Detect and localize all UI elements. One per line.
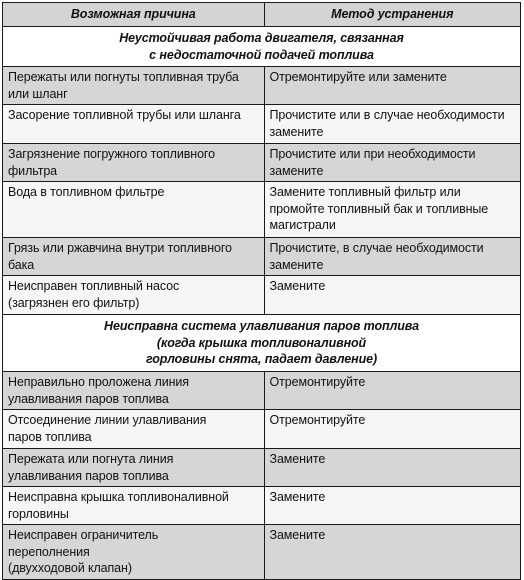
cause-cell bbox=[3, 372, 265, 410]
section-title-line: с недостаточной подачей топлива bbox=[149, 47, 374, 62]
remedy-line: замените bbox=[269, 257, 324, 272]
cause-cell bbox=[3, 410, 265, 449]
remedy-line: Замените bbox=[269, 528, 326, 542]
table-row bbox=[3, 238, 521, 276]
cause-line: бака bbox=[8, 257, 35, 272]
cause-line: (загрязнен его фильтр) bbox=[8, 295, 140, 310]
cause-cell bbox=[3, 525, 265, 580]
cause-cell bbox=[3, 144, 265, 182]
table-row bbox=[3, 182, 521, 238]
section-title-line: горловины снята, падает давление) bbox=[145, 352, 378, 367]
table-row bbox=[3, 144, 521, 182]
remedy-line: замените bbox=[269, 124, 324, 139]
remedy-cell bbox=[264, 410, 521, 449]
remedy-cell bbox=[264, 182, 521, 238]
cause-cell bbox=[3, 449, 265, 487]
cause-line: горловины bbox=[8, 506, 69, 521]
table-row bbox=[3, 525, 521, 580]
remedy-cell bbox=[264, 487, 521, 525]
section-title-line: (когда крышка топливоналивной bbox=[156, 335, 367, 350]
remedy-cell bbox=[264, 144, 521, 182]
cause-line: Пережата или погнута линия bbox=[8, 452, 174, 466]
section-title-line: Неисправна система улавливания паров топлива bbox=[104, 319, 419, 334]
cause-cell bbox=[3, 105, 265, 144]
table-row bbox=[3, 449, 521, 487]
cause-cell bbox=[3, 182, 265, 238]
cause-line: Загрязнение погружного топливного bbox=[8, 147, 215, 161]
troubleshooting-table bbox=[2, 2, 521, 580]
remedy-line: Замените bbox=[269, 490, 326, 504]
cause-cell bbox=[3, 67, 265, 105]
cause-cell bbox=[3, 487, 265, 525]
cause-line: Засорение топливной трубы или шланга bbox=[8, 108, 241, 122]
header-remedy: Метод устранения bbox=[264, 3, 521, 27]
remedy-line: Замените bbox=[269, 279, 326, 293]
cause-line: улавливания паров топлива bbox=[8, 468, 169, 483]
section-title bbox=[3, 315, 521, 372]
cause-cell bbox=[3, 276, 265, 315]
table-row bbox=[3, 410, 521, 449]
cause-line: Пережаты или погнуты топливная труба bbox=[8, 70, 239, 84]
cause-cell bbox=[3, 238, 265, 276]
remedy-line: Замените топливный фильтр или bbox=[269, 185, 461, 199]
remedy-cell bbox=[264, 67, 521, 105]
remedy-line: Замените bbox=[269, 452, 326, 466]
remedy-line: Прочистите или в случае необходимости bbox=[269, 108, 505, 122]
remedy-line: Прочистите, в случае необходимости bbox=[269, 241, 484, 255]
remedy-line: замените bbox=[269, 163, 324, 178]
cause-line: паров топлива bbox=[8, 429, 92, 444]
remedy-cell bbox=[264, 105, 521, 144]
remedy-line: Отремонтируйте или замените bbox=[269, 70, 447, 84]
cause-line: Неисправен ограничитель bbox=[8, 528, 159, 542]
remedy-cell bbox=[264, 276, 521, 315]
cause-line: Неправильно проложена линия bbox=[8, 375, 189, 389]
remedy-line: магистрали bbox=[269, 218, 336, 232]
table-row bbox=[3, 487, 521, 525]
remedy-line: Отремонтируйте bbox=[269, 375, 366, 389]
remedy-line: Отремонтируйте bbox=[269, 413, 366, 427]
cause-line: Грязь или ржавчина внутри топливного bbox=[8, 241, 232, 255]
cause-line: фильтра bbox=[8, 163, 58, 178]
table-header-row bbox=[3, 3, 521, 27]
cause-line: Неисправна крышка топливоналивной bbox=[8, 490, 229, 504]
remedy-cell bbox=[264, 449, 521, 487]
cause-line: улавливания паров топлива bbox=[8, 391, 169, 406]
remedy-cell bbox=[264, 372, 521, 410]
cause-line: Неисправен топливный насос bbox=[8, 279, 180, 293]
table-row bbox=[3, 276, 521, 315]
remedy-line: промойте топливный бак и топливные bbox=[269, 201, 489, 216]
cause-line: переполнения bbox=[8, 544, 90, 559]
table-row bbox=[3, 105, 521, 144]
cause-line: Отсоединение линии улавливания bbox=[8, 413, 207, 427]
cause-line: или шланг bbox=[8, 86, 68, 101]
section-title-line: Неустойчивая работа двигателя, связанная bbox=[119, 31, 404, 45]
remedy-cell bbox=[264, 238, 521, 276]
cause-line: Вода в топливном фильтре bbox=[8, 185, 165, 199]
remedy-line: Прочистите или при необходимости bbox=[269, 147, 476, 161]
cause-line: (двухходовой клапан) bbox=[8, 561, 132, 575]
section-heading bbox=[3, 27, 521, 67]
section-title bbox=[3, 27, 521, 67]
header-cause: Возможная причина bbox=[3, 3, 265, 27]
remedy-cell bbox=[264, 525, 521, 580]
table-row bbox=[3, 67, 521, 105]
table-row bbox=[3, 372, 521, 410]
section-heading bbox=[3, 315, 521, 372]
